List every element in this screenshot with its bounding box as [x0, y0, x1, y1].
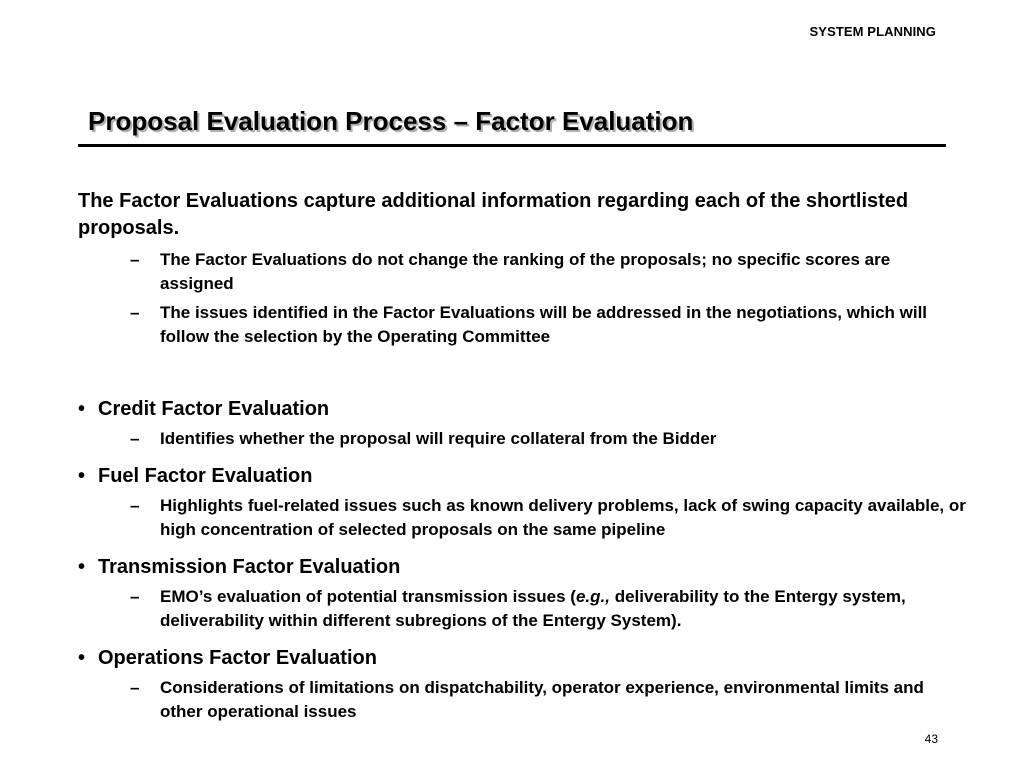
dash-marker: –	[130, 250, 140, 269]
slide-content	[78, 188, 968, 729]
factor-detail	[78, 676, 968, 724]
detail-text-italic: e.g.,	[575, 587, 610, 606]
factor-heading-text: Operations Factor Evaluation	[98, 647, 377, 669]
factor-detail-text	[160, 587, 906, 630]
factor-detail-text: Identifies whether the proposal will require collateral from the Bidder	[160, 429, 717, 448]
intro-subpoint	[78, 301, 968, 349]
intro-subpoint-text: The issues identified in the Factor Evaluations will be addressed in the negotiations, which will follow the selection by the Operating Committee	[160, 303, 928, 346]
intro-subpoints	[78, 248, 968, 349]
factor-item-operations	[78, 645, 968, 724]
factor-detail-text: Considerations of limitations on dispatchability, operator experience, environmental limits and other operational issues	[160, 678, 924, 721]
factor-heading-text: Credit Factor Evaluation	[98, 398, 330, 420]
factor-heading	[78, 554, 968, 581]
dash-marker: –	[130, 496, 140, 515]
dash-marker: –	[130, 678, 140, 697]
factor-detail	[78, 427, 968, 451]
title-underline	[78, 144, 946, 147]
intro-paragraph: The Factor Evaluations capture additional information regarding each of the shortlisted proposals.	[78, 190, 909, 239]
factor-heading	[78, 396, 968, 423]
factor-heading-text: Fuel Factor Evaluation	[98, 465, 313, 487]
factor-detail	[78, 585, 968, 633]
factor-heading-text: Transmission Factor Evaluation	[98, 556, 401, 578]
bullet-marker: •	[78, 556, 86, 578]
factor-item-credit	[78, 396, 968, 451]
section-header-label: SYSTEM PLANNING	[809, 24, 936, 39]
factor-item-fuel	[78, 463, 968, 542]
intro-subpoint	[78, 248, 968, 296]
page-number: 43	[924, 732, 938, 746]
dash-marker: –	[130, 587, 140, 606]
dash-marker: –	[130, 303, 140, 322]
intro-subpoint-text: The Factor Evaluations do not change the ranking of the proposals; no specific scores are assigned	[160, 250, 891, 293]
bullet-marker: •	[78, 465, 86, 487]
factor-list	[78, 396, 968, 724]
factor-detail-text: Highlights fuel-related issues such as known delivery problems, lack of swing capacity available, or high concentration of selected proposals on the same pipeline	[160, 496, 966, 539]
detail-text-before: EMO’s evaluation of potential transmission issues (	[160, 587, 576, 606]
dash-marker: –	[130, 429, 140, 448]
factor-heading	[78, 645, 968, 672]
factor-detail	[78, 494, 968, 542]
detail-text-after: deliverability to the Entergy system, deliverability within different subregions of the Entergy System).	[160, 587, 906, 630]
factor-item-transmission	[78, 554, 968, 633]
bullet-marker: •	[78, 398, 86, 420]
slide-title: Proposal Evaluation Process – Factor Evaluation	[88, 106, 694, 136]
bullet-marker: •	[78, 647, 86, 669]
factor-heading	[78, 463, 968, 490]
